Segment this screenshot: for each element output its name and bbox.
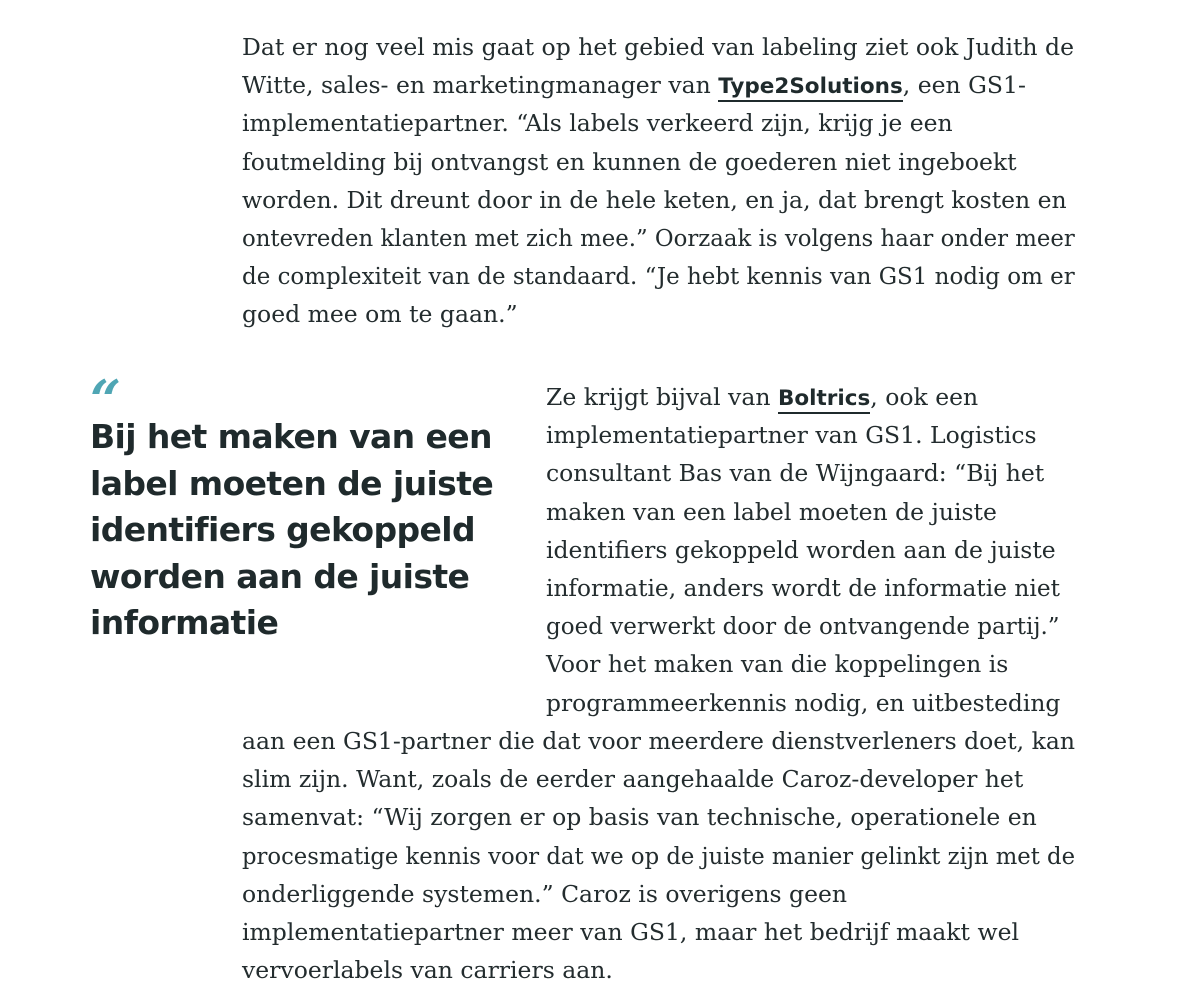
text-line: goed verwerkt door de ontvangende partij.” <box>546 612 1060 641</box>
quote-mark-icon: “ <box>90 368 116 432</box>
text-line: ontevreden klanten met zich mee.” Oorzaak is volgens haar onder meer <box>242 223 1075 252</box>
text-segment: , ook een <box>870 383 979 411</box>
text-line: maken van een label moeten de juiste <box>546 497 997 526</box>
text-line: Dat er nog veel mis gaat op het gebied van labeling ziet ook Judith de <box>242 33 1074 61</box>
paragraph-boltrics-narrow <box>546 378 1071 722</box>
text-line: worden. Dit dreunt door in de hele keten, en ja, dat brengt kosten en <box>242 185 1067 214</box>
text-line: implementatiepartner van GS1. Logistics <box>546 421 1037 450</box>
paragraph-judith-de-witte <box>242 28 1100 334</box>
text-segment: , een GS1- <box>902 71 1026 100</box>
text-line <box>546 378 1071 416</box>
text-segment: Witte, sales- en marketingmanager van <box>242 71 719 100</box>
pullquote-line: label moeten de juiste <box>90 463 494 503</box>
text-segment: Ze krijgt bijval van <box>546 383 778 411</box>
text-line: goed mee om te gaan.” <box>242 300 518 329</box>
type2solutions-link[interactable]: Type2Solutions <box>718 74 903 102</box>
text-line: procesmatige kennis voor dat we op de juiste manier gelinkt zijn met de <box>242 841 1076 870</box>
paragraph-boltrics-wide <box>242 722 1104 989</box>
text-line: consultant Bas van de Wijngaard: “Bij het <box>546 459 1045 488</box>
boltrics-link[interactable]: Boltrics <box>778 386 870 414</box>
pullquote-line: informatie <box>90 603 279 642</box>
text-line: aan een GS1-partner die dat voor meerdere dienstverleners doet, kan <box>242 727 1075 755</box>
text-line: implementatiepartner. “Als labels verkeerd zijn, krijg je een <box>242 109 953 138</box>
text-line: samenvat: “Wij zorgen er op basis van technische, operationele en <box>242 803 1037 832</box>
text-line: identifiers gekoppeld worden aan de juiste <box>546 535 1056 564</box>
pullquote-text <box>90 414 494 647</box>
pullquote-line: Bij het maken van een <box>90 417 492 456</box>
text-line: informatie, anders wordt de informatie niet <box>546 573 1060 602</box>
pullquote-line: worden aan de juiste <box>90 556 470 596</box>
text-line: de complexiteit van de standaard. “Je hebt kennis van GS1 nodig om er <box>242 262 1075 291</box>
text-line: foutmelding bij ontvangst en kunnen de goederen niet ingeboekt <box>242 147 1017 176</box>
text-line: programmeerkennis nodig, en uitbesteding <box>546 688 1061 717</box>
pullquote <box>90 368 494 647</box>
pullquote-line: identifiers gekoppeld <box>90 510 476 549</box>
text-line: Voor het maken van die koppelingen is <box>546 650 1009 679</box>
text-line <box>242 66 1100 104</box>
text-line: vervoerlabels van carriers aan. <box>242 956 613 985</box>
text-line: slim zijn. Want, zoals de eerder aangehaalde Caroz-developer het <box>242 765 1024 794</box>
text-line: onderliggende systemen.” Caroz is overigens geen <box>242 879 848 908</box>
text-line: implementatiepartner meer van GS1, maar het bedrijf maakt wel <box>242 917 1020 946</box>
